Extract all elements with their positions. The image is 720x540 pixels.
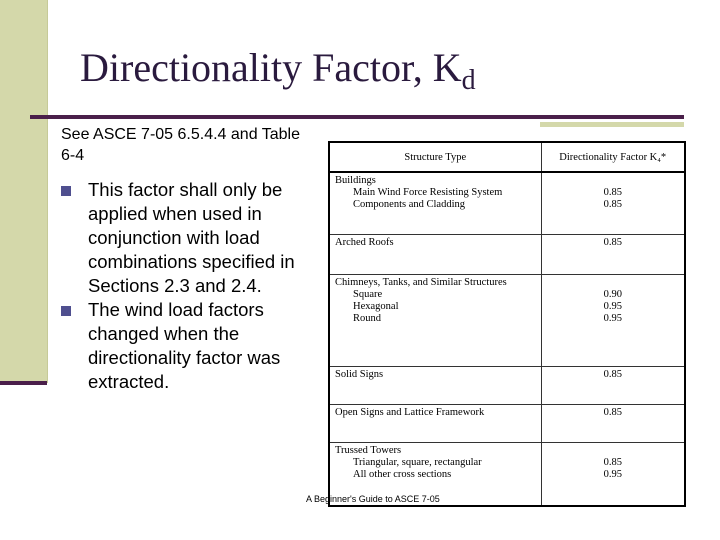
structure-subtype: Hexagonal bbox=[353, 300, 399, 312]
structure-group: Trussed Towers bbox=[335, 444, 402, 456]
bullet-text: This factor shall only be applied when used in conjunction with load combinations specified in Sections 2.3 and 2.4. bbox=[88, 179, 295, 296]
factor-value: 0.85 bbox=[603, 406, 622, 418]
bullet-list bbox=[61, 178, 321, 394]
structure-subtype: Triangular, square, rectangular bbox=[353, 456, 482, 468]
header-structure-type: Structure Type bbox=[329, 142, 541, 172]
bullet-item bbox=[61, 178, 321, 298]
structure-type-cell bbox=[329, 172, 541, 234]
title-rule bbox=[30, 115, 684, 119]
structure-subtype: Round bbox=[353, 312, 382, 324]
factor-value: 0.85 bbox=[603, 199, 622, 210]
structure-subtype: Square bbox=[353, 288, 383, 300]
structure-subtype: Components and Cladding bbox=[353, 199, 465, 210]
table-row bbox=[329, 172, 685, 234]
left-decorative-band bbox=[0, 0, 47, 383]
factor-cell bbox=[541, 442, 685, 506]
left-accent-line bbox=[0, 381, 47, 385]
table-row bbox=[329, 404, 685, 442]
bullet-item bbox=[61, 298, 321, 394]
factor-value: 0.85 bbox=[603, 368, 622, 380]
band-edge bbox=[47, 0, 48, 383]
bullet-text: The wind load factors changed when the directionality factor was extracted. bbox=[88, 299, 281, 392]
table-row bbox=[329, 366, 685, 404]
header-directionality-factor: Directionality Factor K₄* bbox=[541, 142, 685, 172]
structure-group: Buildings bbox=[335, 175, 376, 186]
factor-cell bbox=[541, 234, 685, 274]
table-row bbox=[329, 234, 685, 274]
factor-cell bbox=[541, 366, 685, 404]
structure-type-cell bbox=[329, 274, 541, 366]
factor-cell bbox=[541, 274, 685, 366]
table-row bbox=[329, 274, 685, 366]
title-subscript: d bbox=[461, 65, 476, 96]
square-bullet-icon bbox=[61, 306, 71, 316]
factor-value bbox=[547, 277, 680, 289]
structure-subtype: All other cross sections bbox=[353, 468, 452, 480]
factor-cell bbox=[541, 172, 685, 234]
structure-group: Open Signs and Lattice Framework bbox=[335, 406, 485, 418]
square-bullet-icon bbox=[61, 186, 71, 196]
factor-value: 0.95 bbox=[603, 300, 622, 312]
footer-text: A Beginner's Guide to ASCE 7-05 bbox=[306, 494, 440, 504]
factor-value: 0.85 bbox=[603, 456, 622, 468]
factor-value bbox=[547, 175, 680, 187]
reference-text: See ASCE 7-05 6.5.4.4 and Table 6-4 bbox=[61, 126, 300, 164]
structure-subtype: Main Wind Force Resisting System bbox=[353, 187, 503, 198]
structure-group: Solid Signs bbox=[335, 368, 384, 380]
structure-type-cell bbox=[329, 234, 541, 274]
directionality-factor-table bbox=[328, 141, 686, 507]
factor-value: 0.85 bbox=[603, 187, 622, 198]
slide-title bbox=[80, 44, 476, 97]
structure-type-cell bbox=[329, 404, 541, 442]
factor-value: 0.85 bbox=[603, 236, 622, 248]
title-rule-accent bbox=[540, 122, 684, 127]
title-text: Directionality Factor, K bbox=[80, 45, 462, 90]
factor-value: 0.95 bbox=[603, 468, 622, 480]
structure-type-cell bbox=[329, 366, 541, 404]
factor-value: 0.90 bbox=[603, 288, 622, 300]
factor-cell bbox=[541, 404, 685, 442]
factor-value bbox=[547, 445, 680, 457]
table-header-row bbox=[329, 142, 685, 172]
factor-value: 0.95 bbox=[603, 312, 622, 324]
structure-group: Arched Roofs bbox=[335, 236, 394, 248]
structure-group: Chimneys, Tanks, and Similar Structures bbox=[335, 276, 507, 288]
